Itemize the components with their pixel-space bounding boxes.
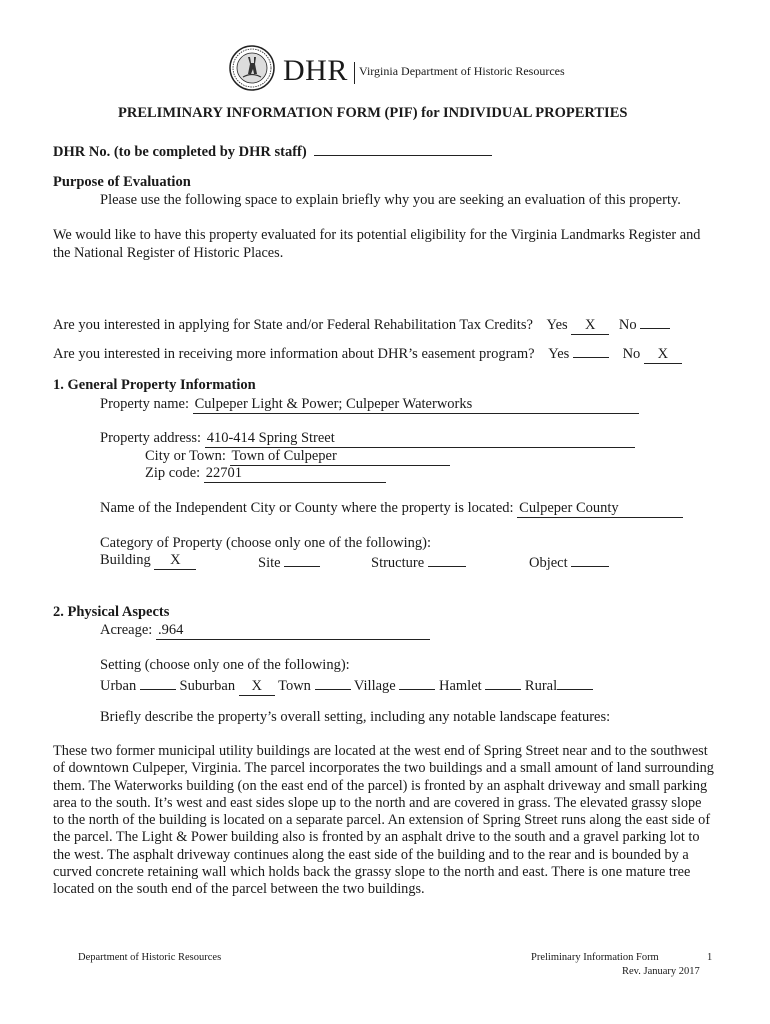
hamlet-label: Hamlet [438, 678, 482, 694]
logo-divider [354, 62, 355, 84]
setting-label: Setting (choose only one of the following): [100, 657, 350, 673]
city-label: City or Town: [145, 448, 226, 464]
site-option [258, 552, 320, 572]
property-name-label: Property name: [100, 396, 189, 412]
virginia-seal-icon [229, 45, 275, 91]
tax-credits-yes-field[interactable]: X [571, 317, 609, 335]
village-field[interactable] [399, 675, 435, 690]
structure-option [371, 552, 466, 572]
city-field[interactable]: Town of Culpeper [230, 448, 450, 466]
setting-row [100, 675, 593, 696]
tax-credits-no-field[interactable] [640, 314, 670, 329]
county-field[interactable]: Culpeper County [517, 500, 683, 518]
building-option [100, 552, 196, 570]
dhr-no-field[interactable] [314, 141, 492, 156]
easement-row [53, 343, 682, 364]
form-title: PRELIMINARY INFORMATION FORM (PIF) for INDIVIDUAL PROPERTIES [118, 105, 628, 121]
acreage-field[interactable]: .964 [156, 622, 430, 640]
tax-credits-no-label: No [618, 317, 637, 333]
dhr-no-label: DHR No. (to be completed by DHR staff) [53, 144, 307, 160]
site-label: Site [258, 555, 281, 571]
structure-field[interactable] [428, 552, 466, 567]
zip-row [145, 465, 386, 483]
dhr-logo-text: DHR [283, 54, 348, 87]
suburban-field[interactable]: X [239, 678, 275, 696]
county-label: Name of the Independent City or County where the property is located: [100, 500, 514, 516]
rural-label: Rural [524, 678, 558, 694]
zip-field[interactable]: 22701 [204, 465, 386, 483]
tax-credits-yes-label: Yes [546, 317, 568, 333]
property-name-field[interactable]: Culpeper Light & Power; Culpeper Waterworks [193, 396, 639, 414]
footer-left: Department of Historic Resources [78, 952, 222, 963]
easement-yes-label: Yes [548, 346, 570, 362]
purpose-heading: Purpose of Evaluation [53, 174, 191, 190]
setting-description[interactable]: These two former municipal utility buildings are located at the west end of Spring Street near and to the southwest of downtown Culpeper, Virginia. The parcel incorporates the two buildings and a small amount of land surrounding them. The Waterworks building (on the east end of the parcel) is fronted by an asphalt driveway and small parking area to the south. It’s west and east sides slope up to the north and are covered in grass. The elevated grassy slope to the north of the building is located on a separate parcel. An extension of Spring Street runs along the east side of the parcel. The Light & Power building also is fronted by an asphalt drive to the south and a gravel parking lot to the west. The asphalt driveway continues along the east side of the building and to the rear and is bounded by a curved concrete retaining wall which holds back the grassy slope to the north and east. There is one mature tree located on the south end of the parcel between the two buildings. [53, 743, 714, 898]
easement-no-field[interactable]: X [644, 346, 682, 364]
dhr-no-row [53, 141, 492, 161]
rural-field[interactable] [557, 675, 593, 690]
address-row [100, 430, 635, 448]
urban-field[interactable] [140, 675, 176, 690]
address-label: Property address: [100, 430, 202, 446]
tax-credits-row [53, 314, 670, 335]
object-label: Object [529, 555, 568, 571]
zip-label: Zip code: [145, 465, 201, 481]
easement-yes-field[interactable] [573, 343, 609, 358]
describe-label: Briefly describe the property’s overall setting, including any notable landscape features: [100, 709, 611, 725]
tax-credits-question: Are you interested in applying for State and/or Federal Rehabilitation Tax Credits? [53, 317, 533, 333]
building-label: Building [100, 552, 151, 568]
suburban-label: Suburban [179, 678, 236, 694]
purpose-response[interactable]: We would like to have this property evaluated for its potential eligibility for the Virginia Landmarks Register and the National Register of Historic Places. [53, 227, 701, 261]
footer-revision: Rev. January 2017 [622, 966, 700, 977]
org-name: Virginia Department of Historic Resources [359, 64, 565, 78]
town-field[interactable] [315, 675, 351, 690]
acreage-row [100, 622, 430, 640]
category-label: Category of Property (choose only one of the following): [100, 535, 432, 551]
page-number: 1 [707, 952, 713, 963]
town-label: Town [278, 678, 311, 694]
structure-label: Structure [371, 555, 425, 571]
footer-form-name: Preliminary Information Form [531, 952, 659, 963]
easement-question: Are you interested in receiving more information about DHR’s easement program? [53, 346, 535, 362]
property-name-row [100, 396, 639, 414]
hamlet-field[interactable] [485, 675, 521, 690]
easement-no-label: No [622, 346, 641, 362]
section2-heading: 2. Physical Aspects [53, 604, 170, 620]
site-field[interactable] [284, 552, 320, 567]
acreage-label: Acreage: [100, 622, 153, 638]
object-field[interactable] [571, 552, 609, 567]
city-row [145, 448, 450, 466]
urban-label: Urban [100, 678, 137, 694]
purpose-instruction: Please use the following space to explain briefly why you are seeking an evaluation of this property. [100, 192, 681, 208]
address-field[interactable]: 410-414 Spring Street [205, 430, 635, 448]
section1-heading: 1. General Property Information [53, 377, 256, 393]
object-option [529, 552, 609, 572]
village-label: Village [353, 678, 396, 694]
county-row [100, 500, 683, 518]
building-field[interactable]: X [154, 552, 196, 570]
